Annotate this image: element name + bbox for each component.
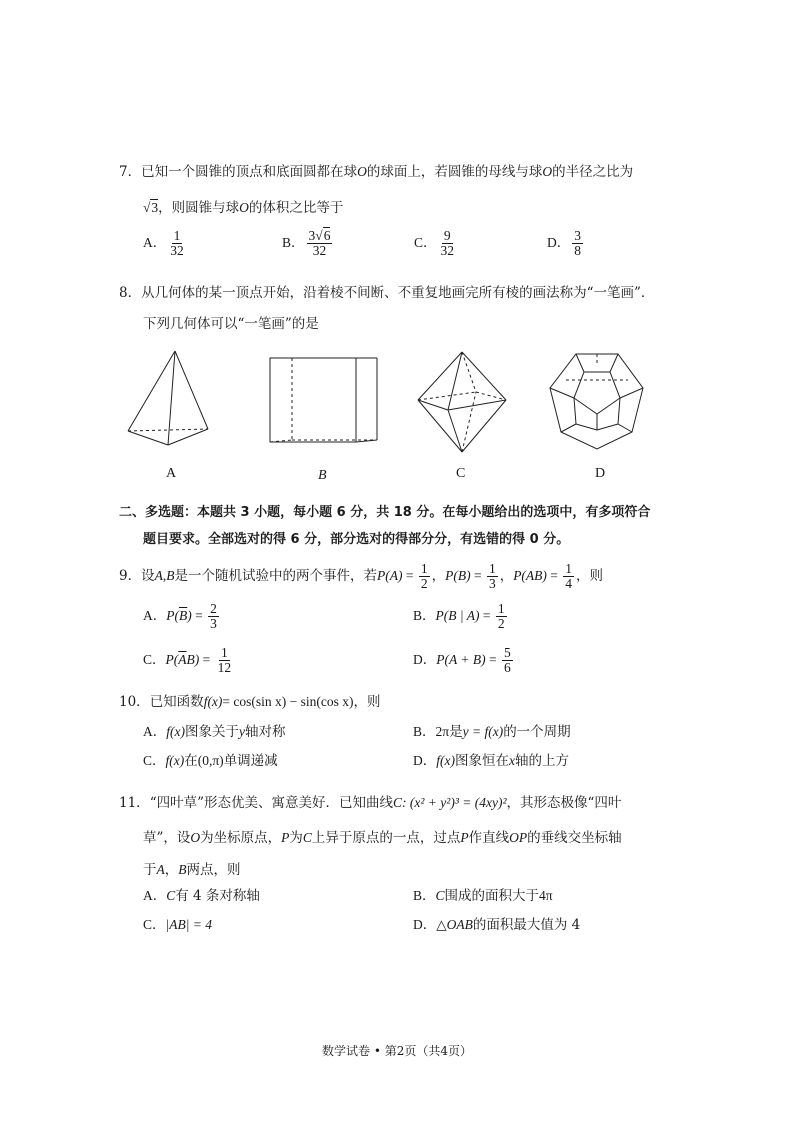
q10-stem: 10．已知函数f(x)= cos(sin x) − sin(cos x)，则 <box>119 694 381 710</box>
q7-option-c: C． $\frac{9}{32}$ <box>414 228 455 259</box>
q11-line2: 草”，设O为坐标原点，P为C上异于原点的一点，过点P作直线OP的垂线交坐标轴 <box>143 830 622 846</box>
figure-label-c: C <box>456 466 466 481</box>
cube-figure <box>262 352 384 448</box>
q9-option-d: D．P(A + B) = $\frac{5}{6}$ <box>413 645 511 676</box>
q11-line1: 11．“四叶草”形态优美、寓意美好．已知曲线C: (x² + y²)³ = (4xy)²，其形态极像“四叶 <box>119 795 622 811</box>
page-footer: 数学试卷 • 第2页（共4页） <box>322 1044 472 1058</box>
q11-option-a: A．C有 4 条对称轴 <box>143 888 260 904</box>
tetrahedron-figure <box>120 345 210 450</box>
q11-option-d: D．△OAB的面积最大值为 4 <box>413 917 581 933</box>
q10-option-c: C．f(x)在(0,π)单调递减 <box>143 753 278 769</box>
q9-option-a: A．$P(\overline{B})$ = $\frac{2}{3}$ <box>143 601 217 632</box>
q11-option-c: C．|AB| = 4 <box>143 917 213 932</box>
q11-line3: 于A，B两点，则 <box>143 862 241 878</box>
q7-option-b: B． $\frac{3√6}{32}$ <box>282 228 331 259</box>
q9-option-b: B．P(B | A) = $\frac{1}{2}$ <box>413 601 505 632</box>
q10-option-a: A．f(x)图象关于y轴对称 <box>143 724 286 740</box>
q7-option-a: A． $\frac{1}{32}$ <box>143 228 184 259</box>
q8-line1: 8．从几何体的某一顶点开始，沿着棱不间断、不重复地画完所有棱的画法称为“一笔画”． <box>119 285 655 301</box>
figure-label-a: A <box>166 466 177 481</box>
q9-option-c: C．$P(\overline{A}B)$ = $\frac{1}{12}$ <box>143 645 232 676</box>
q7-line2: √3，则圆锥与球O的体积之比等于 <box>143 200 344 216</box>
q7-option-d: D． $\frac{3}{8}$ <box>547 228 581 259</box>
q10-option-b: B．2π是y = f(x)的一个周期 <box>413 724 571 740</box>
q10-option-d: D．f(x)图象恒在x轴的上方 <box>413 753 569 769</box>
section2-line2: 题目要求。全部选对的得 6 分，部分选对的得部分分，有选错的得 0 分。 <box>143 532 570 547</box>
q11-option-b: B．C围成的面积大于4π <box>413 888 553 904</box>
octahedron-figure <box>412 348 512 456</box>
section2-line1: 二、多选题：本题共 3 小题，每小题 6 分，共 18 分。在每小题给出的选项中，有多项符合 <box>119 505 651 520</box>
q8-line2: 下列几何体可以“一笔画”的是 <box>143 316 319 332</box>
q9-stem: 9．设A,B是一个随机试验中的两个事件，若P(A) = $\frac{1}{2}$ ，P(B) = $\frac{1}{3}$ ，P(AB) = $\frac{1}{4}$ ，则 <box>119 561 604 592</box>
dodecahedron-figure <box>546 350 648 452</box>
figure-label-d: D <box>595 466 606 481</box>
figure-label-b: B <box>318 468 327 483</box>
q7-line1: 7．已知一个圆锥的顶点和底面圆都在球O的球面上，若圆锥的母线与球O的半径之比为 <box>119 164 634 180</box>
